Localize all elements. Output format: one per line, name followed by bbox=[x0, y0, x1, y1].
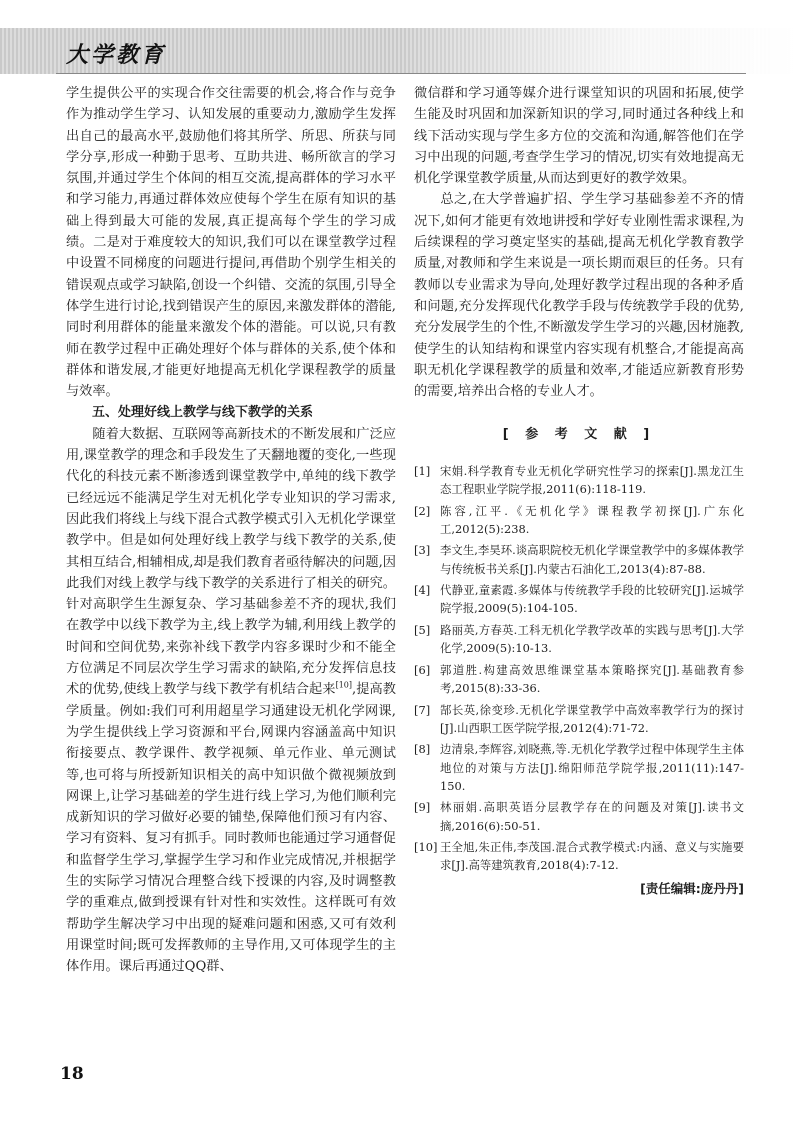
reference-text: 代静亚,童素霞.多媒体与传统教学手段的比较研究[J].运城学院学报,2009(5):104-105. bbox=[440, 583, 744, 616]
references-heading: [ 参 考 文 献 ] bbox=[502, 427, 656, 443]
reference-item bbox=[414, 462, 744, 498]
header-fade bbox=[400, 28, 800, 74]
citation-marker: [10] bbox=[335, 680, 352, 690]
reference-number: [7] bbox=[414, 702, 431, 717]
reference-number: [10] bbox=[414, 840, 438, 855]
reference-list bbox=[414, 462, 744, 875]
reference-text: 郜长英,徐变珍.无机化学课堂教学中高效率教学行为的探讨[J].山西职工医学院学报,2012(4):71-72. bbox=[440, 702, 744, 735]
reference-number: [4] bbox=[414, 583, 431, 598]
reference-text: 宋娟.科学教育专业无机化学研究性学习的探索[J].黑龙江生态工程职业学院学报,2011(6):118-119. bbox=[440, 463, 744, 496]
reference-number: [3] bbox=[414, 543, 431, 558]
reference-item bbox=[414, 502, 744, 538]
body-paragraph: 微信群和学习通等媒介进行课堂知识的巩固和拓展,使学生能及时巩固和加深新知识的学习,同时通过各种线上和线下活动实现与学生多方位的交流和沟通,解答他们在学习中出现的问题,考查学生学习的情况,切实有效地提高无机化学课堂教学质量,从而达到更好的教学效果。 bbox=[414, 86, 744, 187]
reference-number: [6] bbox=[414, 662, 431, 677]
reference-text: 李文生,李昊环.谈高职院校无机化学课堂教学中的多媒体教学与传统板书关系[J].内蒙古石油化工,2013(4):87-88. bbox=[440, 543, 744, 576]
reference-number: [8] bbox=[414, 742, 431, 757]
responsible-editor: [责任编辑:庞丹丹] bbox=[640, 880, 744, 896]
reference-text: 林丽娟.高职英语分层教学存在的问题及对策[J].读书文摘,2016(6):50-51. bbox=[440, 800, 744, 833]
reference-text: 边清泉,李辉容,刘晓燕,等.无机化学教学过程中体现学生主体地位的对策与方法[J].绵阳师范学院学报,2011(11):147-150. bbox=[440, 742, 744, 793]
right-column bbox=[414, 83, 744, 899]
page-number: 18 bbox=[60, 1064, 84, 1084]
reference-item bbox=[414, 621, 744, 657]
reference-item bbox=[414, 701, 744, 737]
reference-text: 王全旭,朱正伟,李茂国.混合式教学模式:内涵、意义与实施要求[J].高等建筑教育,2018(4):7-12. bbox=[440, 840, 744, 873]
reference-item bbox=[414, 740, 744, 795]
body-paragraph: 学生提供公平的实现合作交往需要的机会,将合作与竞争作为推动学生学习、认知发展的重要动力,激励学生发挥出自己的最高水平,鼓励他们将其所学、所思、所获与同学分享,形成一种勤于思考、互助共进、畅所欲言的学习氛围,并通过学生个体间的相互交流,提高群体的学习水平和学习能力,再通过群体效应使每个学生在原有知识的基础上得到最大可能的发展,真正提高每个学生的学习成绩。二是对于难度较大的知识,我们可以在课堂教学过程中设置不同梯度的问题进行提问,再借助个别学生相关的错误观点或学习缺陷,创设一个纠错、交流的氛围,引导全体学生进行讨论,找到错误产生的原因,来激发群体的潜能,同时利用群体的能量来激发个体的潜能。可以说,只有教师在教学过程中正确处理好个体与群体的关系,使个体和群体和谐发展,才能更好地提高无机化学课程教学的质量与效率。 bbox=[66, 86, 396, 400]
conclusion-paragraph: 总之,在大学普遍扩招、学生学习基础参差不齐的情况下,如何才能更有效地讲授和学好专业刚性需求课程,为后续课程的学习奠定坚实的基础,提高无机化学教育教学质量,对教师和学生来说是一项长期而艰巨的任务。只有教师以专业需求为导向,处理好教学过程出现的各种矛盾和问题,充分发挥现代化教学手段与传统教学手段的优势,充分发展学生的个性,不断激发学生学习的兴趣,因材施教,使学生的认知结构和课堂内容实现有机整合,才能提高高职无机化学课程教学的质量和效率,才能适应新教育形势的需要,培养出合格的专业人才。 bbox=[414, 192, 744, 400]
reference-text: 路丽英,方春英.工科无机化学教学改革的实践与思考[J].大学化学,2009(5):10-13. bbox=[440, 622, 744, 656]
reference-text: 陈容,江平.《无机化学》课程教学初探[J].广东化工,2012(5):238. bbox=[440, 503, 744, 536]
reference-item bbox=[414, 581, 744, 617]
left-column bbox=[66, 83, 396, 977]
header-rule bbox=[56, 73, 746, 74]
journal-title: 大学教育 bbox=[66, 42, 167, 68]
reference-item bbox=[414, 838, 744, 874]
paragraph-text: ,提高教学质量。例如:我们可利用超星学习通建设无机化学网课,为学生提供线上学习资源和平台,网课内容涵盖高中知识衔接要点、教学课件、教学视频、单元作业、单元测试等,也可将与所授新知识相关的高中知识做个微视频放到网课上,让学习基础差的学生进行线上学习,为他们顺利完成新知识的学习做好必要的铺垫,保障他们预习有内容、学习有资料、复习有抓手。同时教师也能通过学习通督促和监督学生学习,掌握学生学习和作业完成情况,并根据学生的实际学习情况合理整合线下授课的内容,及时调整教学的重难点,做到授课有针对性和实效性。这样既可有效帮助学生解决学习中出现的疑难问题和困惑,又可有效利用课堂时间;既可发挥教师的主导作用,又可体现学生的主体作用。课后再通过QQ群、 bbox=[66, 682, 396, 975]
reference-number: [2] bbox=[414, 503, 431, 518]
header-band bbox=[0, 28, 800, 74]
reference-number: [1] bbox=[414, 463, 431, 478]
reference-number: [9] bbox=[414, 800, 431, 815]
reference-item bbox=[414, 661, 744, 697]
reference-number: [5] bbox=[414, 622, 431, 637]
paragraph-text: 随着大数据、互联网等高新技术的不断发展和广泛应用,课堂教学的理念和手段发生了天翻地覆的变化,一些现代化的科技元素不断渗透到课堂教学中,单纯的线下教学已经远远不能满足学生对无机化学专业知识的学习需求,因此我们将线上与线下混合式教学模式引入无机化学课堂教学中。但是如何处理好线上教学与线下教学的关系,使其相互结合,相辅相成,却是我们教育者亟待解决的问题,因此我们对线上教学与线下教学的关系进行了相关的研究。针对高职学生生源复杂、学习基础参差不齐的现状,我们在教学中以线下教学为主,线上教学为辅,利用线上教学的时间和空间优势,来弥补线下教学内容多课时少和不能全方位满足不同层次学生学习需求的缺陷,充分发挥信息技术的优势,使线上教学与线下教学有机结合起来 bbox=[66, 426, 396, 698]
reference-item bbox=[414, 798, 744, 834]
section-heading: 五、处理好线上教学与线下教学的关系 bbox=[92, 405, 314, 421]
reference-text: 郭道胜.构建高效思维课堂基本策略探究[J].基础教育参考,2015(8):33-36. bbox=[440, 662, 744, 695]
reference-item bbox=[414, 541, 744, 577]
body-paragraph bbox=[66, 424, 396, 978]
